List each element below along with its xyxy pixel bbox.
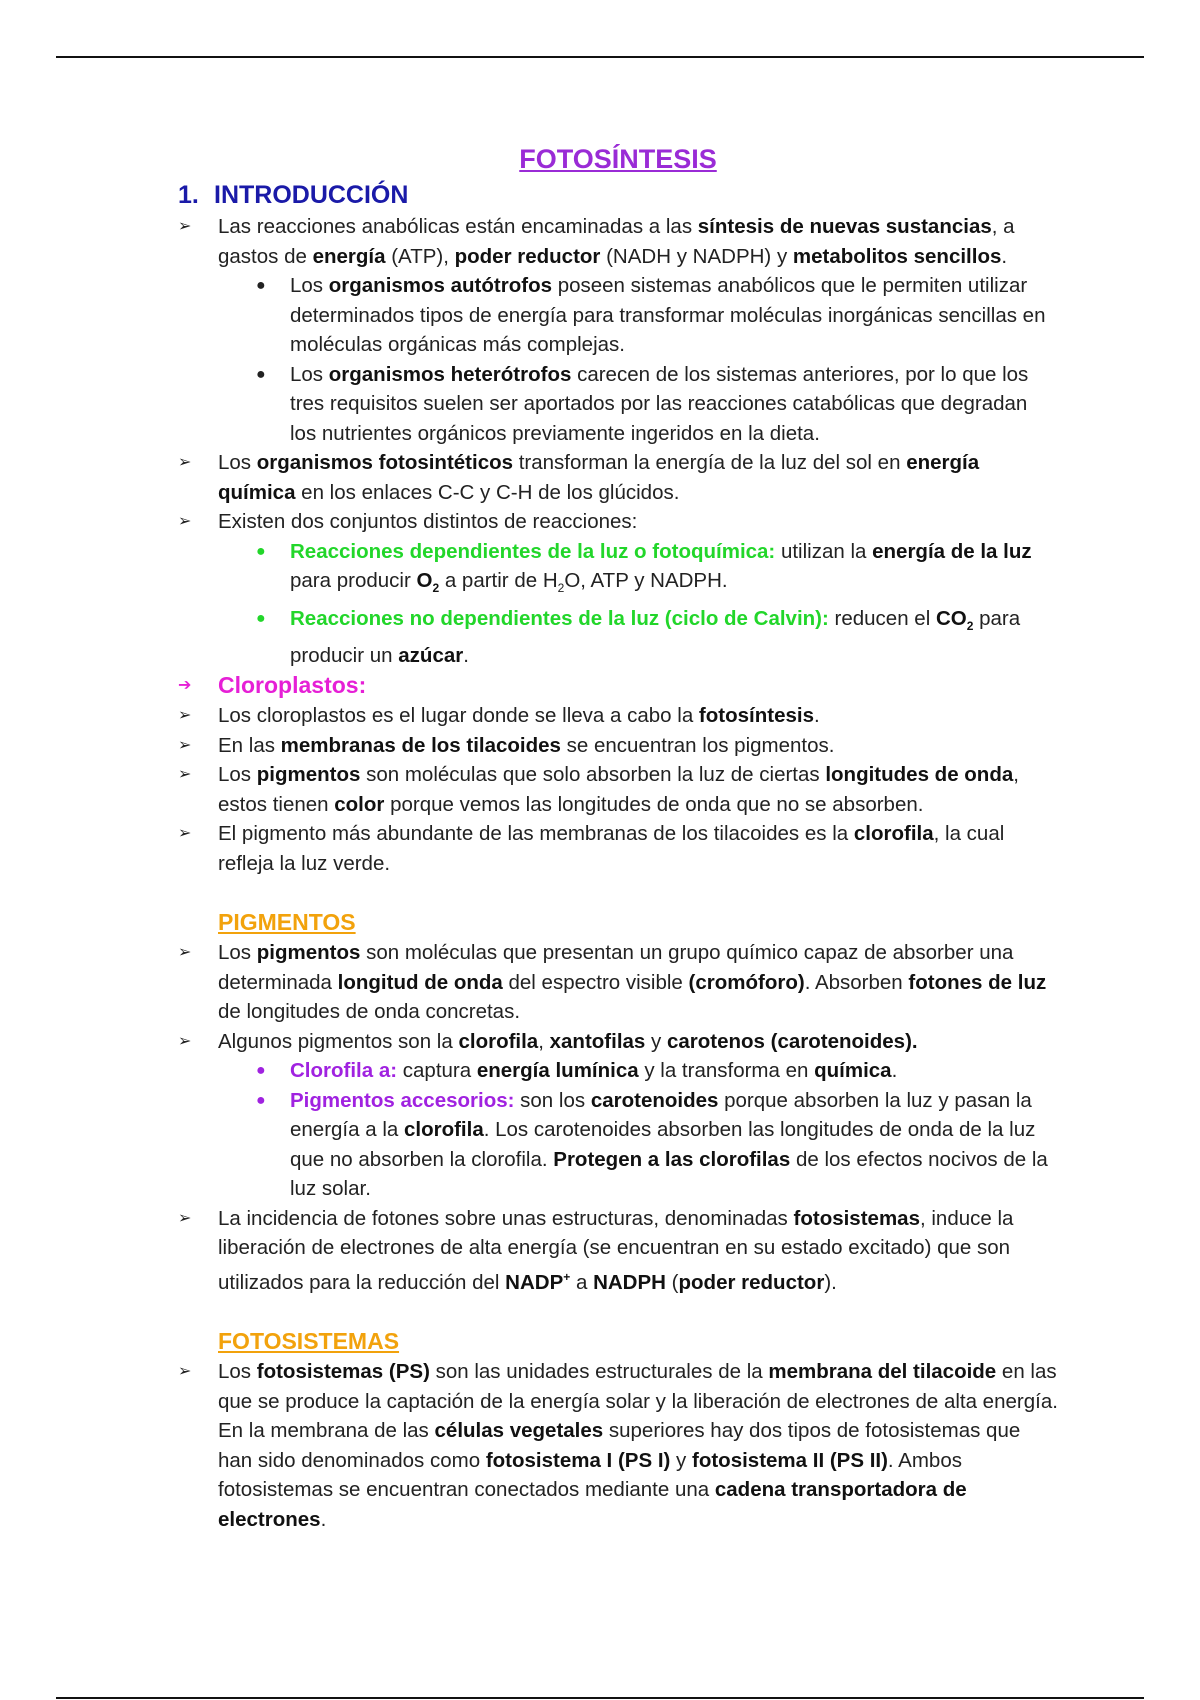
list-item: ➢ El pigmento más abundante de las membranas de los tilacoides es la clorofila, la cual refleja la luz verde. [178, 819, 1058, 878]
arrow-bullet-icon: ➢ [178, 1363, 192, 1381]
dot-bullet-icon: ● [256, 609, 266, 627]
list-item: ➢ La incidencia de fotones sobre unas estructuras, denominadas fotosistemas, induce la liberación de electrones de alta energía (se encuentran en su estado excitado) que son utilizados para la reducción del NADP+ a NADPH (poder reductor). [178, 1204, 1058, 1297]
sub-list-item: ● Clorofila a: captura energía lumínica y la transforma en química. [178, 1056, 1058, 1086]
cloroplastos-heading: ➔ Cloroplastos: [178, 671, 1058, 702]
list-item: ➢ Las reacciones anabólicas están encaminadas a las síntesis de nuevas sustancias, a gastos de energía (ATP), poder reductor (NADH y NADPH) y metabolitos sencillos. [178, 212, 1058, 271]
arrow-bullet-icon: ➢ [178, 736, 192, 754]
sub-list-item: ● Pigmentos accesorios: son los carotenoides porque absorben la luz y pasan la energía a la clorofila. Los carotenoides absorben las longitudes de onda de la luz que no absorben la clorofila. Protegen a las clorofilas de los efectos nocivos de la luz solar. [178, 1086, 1058, 1204]
sub-list-item: ● Los organismos autótrofos poseen sistemas anabólicos que le permiten utilizar determinados tipos de energía para transformar moléculas inorgánicas sencillas en moléculas orgánicas más complejas. [178, 271, 1058, 360]
arrow-bullet-icon: ➢ [178, 766, 192, 784]
dot-bullet-icon: ● [256, 1062, 266, 1080]
dot-bullet-icon: ● [256, 277, 266, 294]
list-item: ➢ Existen dos conjuntos distintos de reacciones: [178, 507, 1058, 537]
pigmentos-heading: PIGMENTOS [218, 909, 356, 936]
list-item: ➢ Los fotosistemas (PS) son las unidades estructurales de la membrana del tilacoide en las que se produce la captación de la energía solar y la liberación de electrones de alta energía. En la membrana de las células vegetales superiores hay dos tipos de fotosistemas que han sido denominados como fotosistema I (PS I) y fotosistema II (PS II). Ambos fotosistemas se encuentran conectados mediante una cadena transportadora de electrones. [178, 1357, 1058, 1534]
list-item: ➢ Los organismos fotosintéticos transforman la energía de la luz del sol en energía química en los enlaces C-C y C-H de los glúcidos. [178, 448, 1058, 507]
dot-bullet-icon: ● [256, 365, 266, 383]
sub-list-item: ● Reacciones dependientes de la luz o fotoquímica: utilizan la energía de la luz para producir $O_2$ a partir de $H_2O$, ATP y NADPH. [178, 537, 1058, 604]
header-rule [56, 56, 1144, 58]
dot-bullet-icon: ● [256, 542, 266, 560]
arrow-bullet-icon: ➢ [178, 944, 192, 962]
section-label: INTRODUCCIÓN [214, 181, 409, 209]
arrow-bullet-icon: ➢ [178, 1209, 192, 1227]
arrow-bullet-icon: ➢ [178, 454, 192, 471]
list-item: ➢ Los pigmentos son moléculas que solo absorben la luz de ciertas longitudes de onda, estos tienen color porque vemos las longitudes de onda que no se absorben. [178, 760, 1058, 819]
right-arrow-icon: ➔ [178, 676, 192, 694]
dot-bullet-icon: ● [256, 1091, 266, 1109]
arrow-bullet-icon: ➢ [178, 218, 192, 235]
arrow-bullet-icon: ➢ [178, 513, 192, 530]
list-item: ➢ Algunos pigmentos son la clorofila, xantofilas y carotenos (carotenoides). [178, 1027, 1058, 1057]
list-item: ➢ En las membranas de los tilacoides se encuentran los pigmentos. [178, 731, 1058, 761]
sub-list-item: ● Los organismos heterótrofos carecen de los sistemas anteriores, por lo que los tres requisitos suelen ser aportados por las reacciones catabólicas que degradan los nutrientes orgánicos previamente ingeridos en la dieta. [178, 360, 1058, 449]
list-item: ➢ Los cloroplastos es el lugar donde se lleva a cabo la fotosíntesis. [178, 701, 1058, 731]
sub-list-item: ● Reacciones no dependientes de la luz (ciclo de Calvin): reducen el $CO_2$ para producir un azúcar. [178, 604, 1058, 671]
arrow-bullet-icon: ➢ [178, 825, 192, 843]
arrow-bullet-icon: ➢ [178, 1032, 192, 1050]
list-item: ➢ Los pigmentos son moléculas que presentan un grupo químico capaz de absorber una determinada longitud de onda del espectro visible (cromóforo). Absorben fotones de luz de longitudes de onda concretas. [178, 938, 1058, 1027]
document-page [178, 142, 1058, 1534]
section-number: 1. [178, 181, 199, 209]
arrow-bullet-icon: ➢ [178, 707, 192, 725]
section-heading-introduccion [178, 178, 1058, 212]
page-title: FOTOSÍNTESIS [519, 144, 717, 174]
fotosistemas-heading: FOTOSISTEMAS [218, 1328, 400, 1355]
footer-rule [56, 1697, 1144, 1699]
